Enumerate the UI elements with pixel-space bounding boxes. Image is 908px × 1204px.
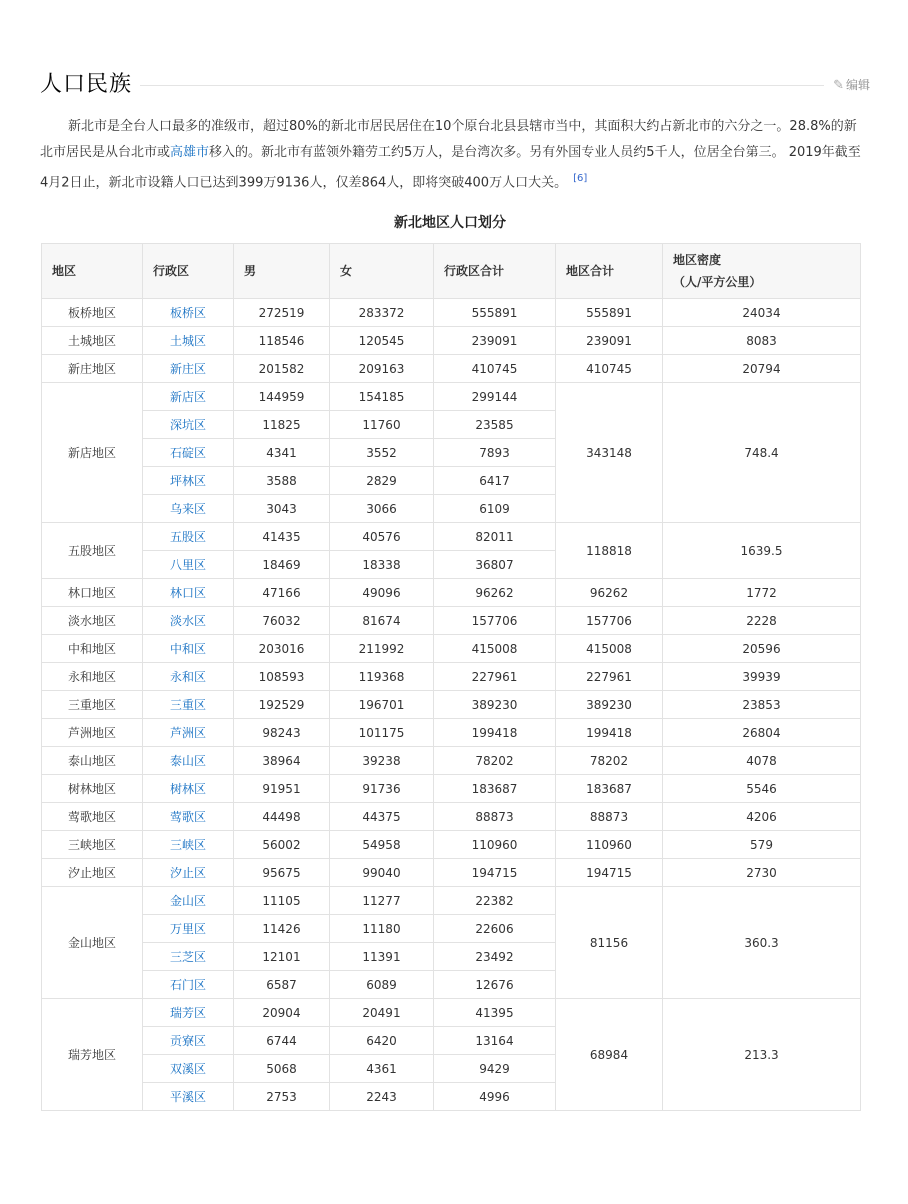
region-cell: 永和地区 xyxy=(42,663,143,691)
region-total-cell: 96262 xyxy=(556,579,663,607)
male-cell: 272519 xyxy=(234,299,330,327)
density-cell: 23853 xyxy=(663,691,861,719)
table-row xyxy=(42,299,861,327)
female-cell: 44375 xyxy=(330,803,434,831)
district-total-cell: 199418 xyxy=(434,719,556,747)
district-link[interactable]: 贡寮区 xyxy=(143,1027,234,1055)
district-link[interactable]: 莺歌区 xyxy=(143,803,234,831)
female-cell: 119368 xyxy=(330,663,434,691)
header-female: 女 xyxy=(330,244,434,299)
table-row xyxy=(42,887,861,915)
region-cell: 芦洲地区 xyxy=(42,719,143,747)
male-cell: 91951 xyxy=(234,775,330,803)
edit-button[interactable] xyxy=(833,76,870,95)
district-link[interactable]: 三重区 xyxy=(143,691,234,719)
table-row xyxy=(42,355,861,383)
table-caption: 新北地区人口划分 xyxy=(394,215,506,231)
region-cell: 中和地区 xyxy=(42,635,143,663)
table-row xyxy=(42,719,861,747)
density-cell: 1639.5 xyxy=(663,523,861,579)
region-cell: 莺歌地区 xyxy=(42,803,143,831)
female-cell: 11277 xyxy=(330,887,434,915)
region-total-cell: 389230 xyxy=(556,691,663,719)
male-cell: 11105 xyxy=(234,887,330,915)
district-total-cell: 7893 xyxy=(434,439,556,467)
table-header-row xyxy=(42,244,861,299)
density-cell: 2730 xyxy=(663,859,861,887)
female-cell: 11391 xyxy=(330,943,434,971)
district-link[interactable]: 土城区 xyxy=(143,327,234,355)
header-region: 地区 xyxy=(42,244,143,299)
female-cell: 11760 xyxy=(330,411,434,439)
district-link[interactable]: 树林区 xyxy=(143,775,234,803)
male-cell: 11426 xyxy=(234,915,330,943)
female-cell: 39238 xyxy=(330,747,434,775)
district-link[interactable]: 双溪区 xyxy=(143,1055,234,1083)
female-cell: 18338 xyxy=(330,551,434,579)
header-divider xyxy=(136,85,824,86)
density-cell: 213.3 xyxy=(663,999,861,1111)
female-cell: 54958 xyxy=(330,831,434,859)
district-total-cell: 23492 xyxy=(434,943,556,971)
intro-paragraph xyxy=(40,114,862,196)
male-cell: 44498 xyxy=(234,803,330,831)
table-row xyxy=(42,635,861,663)
district-link[interactable]: 乌来区 xyxy=(143,495,234,523)
district-link[interactable]: 石碇区 xyxy=(143,439,234,467)
district-link[interactable]: 三峡区 xyxy=(143,831,234,859)
district-link[interactable]: 三芝区 xyxy=(143,943,234,971)
region-total-cell: 199418 xyxy=(556,719,663,747)
density-cell: 39939 xyxy=(663,663,861,691)
table-row xyxy=(42,607,861,635)
region-cell: 泰山地区 xyxy=(42,747,143,775)
district-total-cell: 415008 xyxy=(434,635,556,663)
male-cell: 12101 xyxy=(234,943,330,971)
female-cell: 40576 xyxy=(330,523,434,551)
male-cell: 3043 xyxy=(234,495,330,523)
district-link[interactable]: 板桥区 xyxy=(143,299,234,327)
district-total-cell: 239091 xyxy=(434,327,556,355)
male-cell: 95675 xyxy=(234,859,330,887)
district-link[interactable]: 中和区 xyxy=(143,635,234,663)
header-density xyxy=(663,244,861,299)
district-total-cell: 88873 xyxy=(434,803,556,831)
region-total-cell: 88873 xyxy=(556,803,663,831)
male-cell: 20904 xyxy=(234,999,330,1027)
density-cell: 4206 xyxy=(663,803,861,831)
male-cell: 6744 xyxy=(234,1027,330,1055)
region-total-cell: 194715 xyxy=(556,859,663,887)
density-cell: 1772 xyxy=(663,579,861,607)
density-cell: 20596 xyxy=(663,635,861,663)
male-cell: 5068 xyxy=(234,1055,330,1083)
header-density-line1: 地区密度 xyxy=(673,253,722,267)
district-link[interactable]: 新庄区 xyxy=(143,355,234,383)
district-link[interactable]: 石门区 xyxy=(143,971,234,999)
district-total-cell: 13164 xyxy=(434,1027,556,1055)
region-cell: 土城地区 xyxy=(42,327,143,355)
male-cell: 144959 xyxy=(234,383,330,411)
male-cell: 3588 xyxy=(234,467,330,495)
region-cell: 汐止地区 xyxy=(42,859,143,887)
district-link[interactable]: 林口区 xyxy=(143,579,234,607)
table-row xyxy=(42,383,861,411)
region-cell: 瑞芳地区 xyxy=(42,999,143,1111)
table-row xyxy=(42,327,861,355)
district-link[interactable]: 芦洲区 xyxy=(143,719,234,747)
region-cell: 板桥地区 xyxy=(42,299,143,327)
district-total-cell: 227961 xyxy=(434,663,556,691)
region-cell: 三峡地区 xyxy=(42,831,143,859)
region-total-cell: 239091 xyxy=(556,327,663,355)
density-cell: 24034 xyxy=(663,299,861,327)
female-cell: 120545 xyxy=(330,327,434,355)
female-cell: 209163 xyxy=(330,355,434,383)
region-total-cell: 110960 xyxy=(556,831,663,859)
region-total-cell: 227961 xyxy=(556,663,663,691)
male-cell: 38964 xyxy=(234,747,330,775)
reference-link[interactable]: [6] xyxy=(573,173,588,184)
region-cell: 五股地区 xyxy=(42,523,143,579)
table-row xyxy=(42,859,861,887)
district-total-cell: 22382 xyxy=(434,887,556,915)
header-district-total: 行政区合计 xyxy=(434,244,556,299)
district-total-cell: 9429 xyxy=(434,1055,556,1083)
table-row xyxy=(42,747,861,775)
density-cell: 360.3 xyxy=(663,887,861,999)
district-total-cell: 22606 xyxy=(434,915,556,943)
district-total-cell: 194715 xyxy=(434,859,556,887)
region-total-cell: 183687 xyxy=(556,775,663,803)
female-cell: 49096 xyxy=(330,579,434,607)
region-total-cell: 78202 xyxy=(556,747,663,775)
district-link[interactable]: 万里区 xyxy=(143,915,234,943)
male-cell: 98243 xyxy=(234,719,330,747)
male-cell: 108593 xyxy=(234,663,330,691)
male-cell: 6587 xyxy=(234,971,330,999)
female-cell: 154185 xyxy=(330,383,434,411)
region-total-cell: 410745 xyxy=(556,355,663,383)
female-cell: 4361 xyxy=(330,1055,434,1083)
district-total-cell: 410745 xyxy=(434,355,556,383)
table-row xyxy=(42,831,861,859)
paragraph-text-1: 新北市是全台人口最多的准级市，超过80%的新北市居民居住在10个原台北县县辖市当中，其面积大约占新北市的六分之一。28.8%的新北市居民是从台北市或 xyxy=(40,119,857,160)
density-cell: 2228 xyxy=(663,607,861,635)
male-cell: 192529 xyxy=(234,691,330,719)
density-cell: 579 xyxy=(663,831,861,859)
header-region-total: 地区合计 xyxy=(556,244,663,299)
population-table xyxy=(41,243,861,1111)
kaohsiung-link[interactable]: 高雄市 xyxy=(170,145,210,160)
table-row xyxy=(42,999,861,1027)
table-body xyxy=(42,299,861,1111)
district-total-cell: 82011 xyxy=(434,523,556,551)
district-total-cell: 12676 xyxy=(434,971,556,999)
density-cell: 5546 xyxy=(663,775,861,803)
region-cell: 新店地区 xyxy=(42,383,143,523)
region-total-cell: 68984 xyxy=(556,999,663,1111)
region-total-cell: 415008 xyxy=(556,635,663,663)
header-density-line2: （人/平方公里） xyxy=(673,275,762,289)
male-cell: 56002 xyxy=(234,831,330,859)
district-link[interactable]: 平溪区 xyxy=(143,1083,234,1111)
region-total-cell: 157706 xyxy=(556,607,663,635)
female-cell: 211992 xyxy=(330,635,434,663)
female-cell: 2243 xyxy=(330,1083,434,1111)
district-total-cell: 6109 xyxy=(434,495,556,523)
density-cell: 8083 xyxy=(663,327,861,355)
male-cell: 2753 xyxy=(234,1083,330,1111)
district-link[interactable]: 淡水区 xyxy=(143,607,234,635)
female-cell: 2829 xyxy=(330,467,434,495)
male-cell: 118546 xyxy=(234,327,330,355)
district-total-cell: 389230 xyxy=(434,691,556,719)
male-cell: 76032 xyxy=(234,607,330,635)
density-cell: 748.4 xyxy=(663,383,861,523)
male-cell: 18469 xyxy=(234,551,330,579)
male-cell: 201582 xyxy=(234,355,330,383)
district-link[interactable]: 坪林区 xyxy=(143,467,234,495)
table-row xyxy=(42,579,861,607)
header-district: 行政区 xyxy=(143,244,234,299)
density-cell: 26804 xyxy=(663,719,861,747)
district-total-cell: 23585 xyxy=(434,411,556,439)
male-cell: 47166 xyxy=(234,579,330,607)
region-cell: 树林地区 xyxy=(42,775,143,803)
table-row xyxy=(42,663,861,691)
section-header xyxy=(40,70,870,104)
region-cell: 林口地区 xyxy=(42,579,143,607)
female-cell: 101175 xyxy=(330,719,434,747)
male-cell: 11825 xyxy=(234,411,330,439)
district-total-cell: 157706 xyxy=(434,607,556,635)
female-cell: 3552 xyxy=(330,439,434,467)
region-cell: 新庄地区 xyxy=(42,355,143,383)
female-cell: 283372 xyxy=(330,299,434,327)
district-total-cell: 555891 xyxy=(434,299,556,327)
table-row xyxy=(42,691,861,719)
district-link[interactable]: 八里区 xyxy=(143,551,234,579)
density-cell: 20794 xyxy=(663,355,861,383)
district-total-cell: 4996 xyxy=(434,1083,556,1111)
district-link[interactable]: 金山区 xyxy=(143,887,234,915)
female-cell: 3066 xyxy=(330,495,434,523)
district-link[interactable]: 新店区 xyxy=(143,383,234,411)
region-cell: 淡水地区 xyxy=(42,607,143,635)
district-total-cell: 6417 xyxy=(434,467,556,495)
district-link[interactable]: 永和区 xyxy=(143,663,234,691)
region-cell: 金山地区 xyxy=(42,887,143,999)
female-cell: 6420 xyxy=(330,1027,434,1055)
female-cell: 81674 xyxy=(330,607,434,635)
district-link[interactable]: 五股区 xyxy=(143,523,234,551)
table-row xyxy=(42,803,861,831)
edit-label: 编辑 xyxy=(845,78,870,92)
district-link[interactable]: 深坑区 xyxy=(143,411,234,439)
female-cell: 6089 xyxy=(330,971,434,999)
table-row xyxy=(42,775,861,803)
female-cell: 20491 xyxy=(330,999,434,1027)
female-cell: 99040 xyxy=(330,859,434,887)
district-total-cell: 36807 xyxy=(434,551,556,579)
male-cell: 4341 xyxy=(234,439,330,467)
paragraph-text-2: 移入的。新北市有蓝领外籍劳工约5万人，是台湾次多。另有外国专业人员约5千人，位居全台第三。 2019年截至4月2日止，新北市设籍人口已达到399万9136人，仅差864人，即将突破400万人口大关。 xyxy=(40,145,861,191)
female-cell: 196701 xyxy=(330,691,434,719)
density-cell: 4078 xyxy=(663,747,861,775)
district-total-cell: 110960 xyxy=(434,831,556,859)
section-title: 人口民族 xyxy=(40,70,140,100)
female-cell: 91736 xyxy=(330,775,434,803)
male-cell: 203016 xyxy=(234,635,330,663)
table-row xyxy=(42,523,861,551)
district-total-cell: 78202 xyxy=(434,747,556,775)
male-cell: 41435 xyxy=(234,523,330,551)
region-total-cell: 343148 xyxy=(556,383,663,523)
female-cell: 11180 xyxy=(330,915,434,943)
header-male: 男 xyxy=(234,244,330,299)
region-total-cell: 81156 xyxy=(556,887,663,999)
district-total-cell: 41395 xyxy=(434,999,556,1027)
district-total-cell: 299144 xyxy=(434,383,556,411)
district-link[interactable]: 汐止区 xyxy=(143,859,234,887)
pencil-icon: ✎ xyxy=(833,78,844,93)
district-total-cell: 183687 xyxy=(434,775,556,803)
district-total-cell: 96262 xyxy=(434,579,556,607)
district-link[interactable]: 泰山区 xyxy=(143,747,234,775)
region-total-cell: 118818 xyxy=(556,523,663,579)
region-total-cell: 555891 xyxy=(556,299,663,327)
region-cell: 三重地区 xyxy=(42,691,143,719)
district-link[interactable]: 瑞芳区 xyxy=(143,999,234,1027)
